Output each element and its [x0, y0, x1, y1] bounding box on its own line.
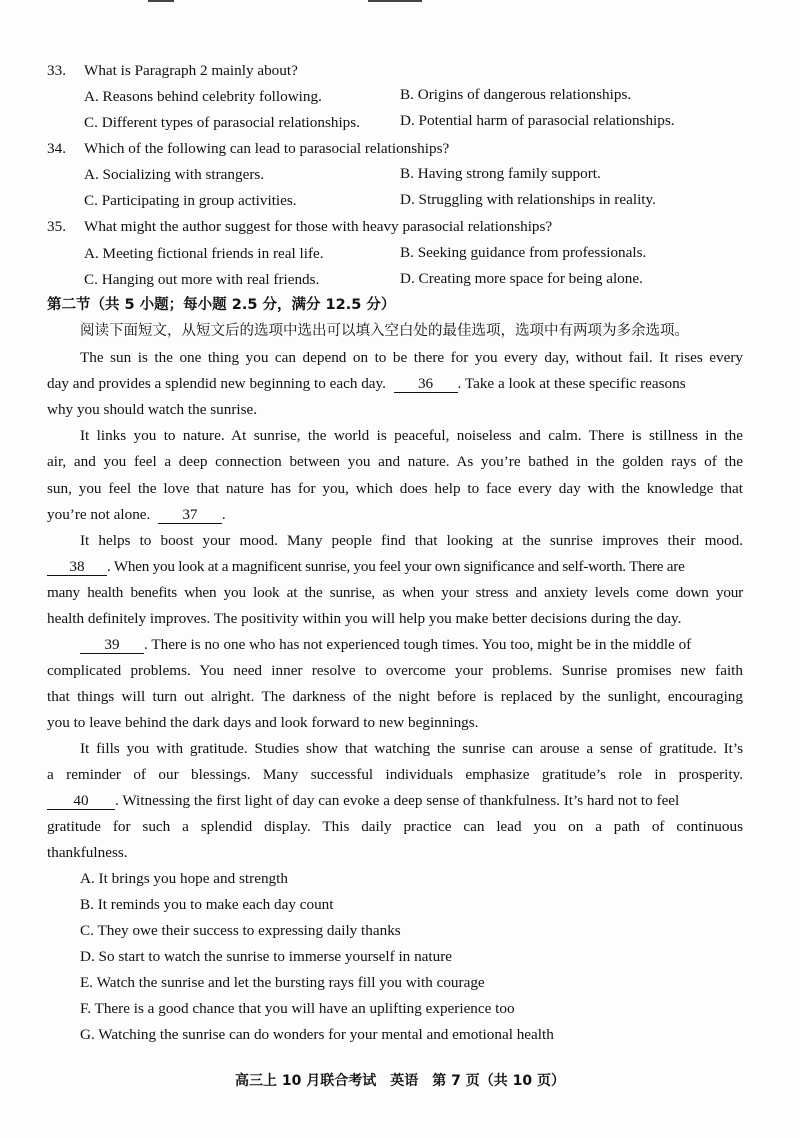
- option-35-a: A. Meeting fictional friends in real life.: [84, 245, 324, 262]
- option-33-a: A. Reasons behind celebrity following.: [84, 88, 322, 105]
- answer-option-f: F. There is a good chance that you will have an uplifting experience too: [80, 1000, 515, 1017]
- passage-line-with-blank: you’re not alone. 37 .: [47, 506, 226, 523]
- answer-option-e: E. Watch the sunrise and let the bursting rays fill you with courage: [80, 974, 485, 991]
- option-34-a: A. Socializing with strangers.: [84, 166, 265, 183]
- top-edge-line: [368, 0, 422, 2]
- blank-36: 36: [394, 376, 458, 393]
- answer-option-g: G. Watching the sunrise can do wonders for your mental and emotional health: [80, 1026, 554, 1043]
- blank-39: 39: [80, 637, 144, 654]
- passage-line: The sun is the one thing you can depend on to be there for you every day, without fail. It rises every: [80, 349, 743, 366]
- passage-line: why you should watch the sunrise.: [47, 401, 258, 418]
- passage-line: gratitude for such a splendid display. This daily practice can lead you on a path of continuous: [47, 818, 743, 835]
- passage-line: sun, you feel the love that nature has for you, which does help to face every day with the knowledge that: [47, 480, 743, 497]
- option-35-b: B. Seeking guidance from professionals.: [400, 244, 647, 261]
- passage-line: It links you to nature. At sunrise, the world is peaceful, noiseless and calm. There is stillness in the: [80, 427, 743, 444]
- passage-line-with-blank: 38 . When you look at a magnificent sunrise, you feel your own significance and self-worth. There are: [47, 557, 743, 577]
- passage-line: a reminder of our blessings. Many successful individuals emphasize gratitude’s role in prosperity.: [47, 766, 743, 783]
- page-footer: 高三上 10 月联合考试 英语 第 7 页（共 10 页）: [235, 1073, 565, 1089]
- passage-line-with-blank: 39 . There is no one who has not experienced tough times. You too, might be in the middle of: [80, 635, 743, 655]
- question-34: [47, 139, 450, 159]
- passage-line: It helps to boost your mood. Many people find that looking at the sunrise improves their mood.: [80, 532, 743, 549]
- passage-line: air, and you feel a deep connection between you and nature. As you’re bathed in the golden rays of the: [47, 453, 743, 470]
- answer-option-b: B. It reminds you to make each day count: [80, 896, 334, 913]
- answer-option-a: A. It brings you hope and strength: [80, 870, 288, 887]
- option-34-c: C. Participating in group activities.: [84, 192, 297, 209]
- blank-37: 37: [158, 507, 222, 524]
- question-stem: Which of the following can lead to parasocial relationships?: [84, 140, 450, 157]
- option-34-d: D. Struggling with relationships in reality.: [400, 191, 656, 208]
- option-35-d: D. Creating more space for being alone.: [400, 270, 643, 287]
- question-number: 35.: [47, 218, 66, 235]
- option-35-c: C. Hanging out more with real friends.: [84, 271, 320, 288]
- question-stem: What is Paragraph 2 mainly about?: [84, 62, 298, 79]
- passage-line: complicated problems. You need inner resolve to overcome your problems. Sunrise promises new faith: [47, 662, 743, 679]
- question-35: [47, 217, 553, 237]
- passage-line: that things will turn out alright. The darkness of the night before is replaced by the sunlight, encouraging: [47, 688, 743, 705]
- passage-line: It fills you with gratitude. Studies show that watching the sunrise can arouse a sense of gratitude. It’s: [80, 740, 743, 757]
- option-33-b: B. Origins of dangerous relationships.: [400, 86, 632, 103]
- passage-line-with-blank: day and provides a splendid new beginning to each day. 36 . Take a look at these specific reasons: [47, 375, 686, 392]
- passage-line-with-blank: 40 . Witnessing the first light of day can evoke a deep sense of thankfulness. It’s hard not to feel: [47, 791, 743, 811]
- question-number: 34.: [47, 140, 66, 157]
- section-heading: 第二节（共 5 小题；每小题 2.5 分，满分 12.5 分）: [47, 297, 396, 313]
- blank-40: 40: [47, 793, 115, 810]
- option-34-b: B. Having strong family support.: [400, 165, 601, 182]
- passage-line: you to leave behind the dark days and look forward to new beginnings.: [47, 714, 479, 731]
- passage-line: health definitely improves. The positivity within you will help you make better decisions during the day.: [47, 610, 682, 627]
- question-stem: What might the author suggest for those with heavy parasocial relationships?: [84, 218, 553, 235]
- answer-option-c: C. They owe their success to expressing daily thanks: [80, 922, 401, 939]
- question-number: 33.: [47, 62, 66, 79]
- blank-38: 38: [47, 559, 107, 576]
- top-edge-line: [148, 0, 174, 2]
- passage-line: thankfulness.: [47, 844, 128, 861]
- option-33-d: D. Potential harm of parasocial relationships.: [400, 112, 675, 129]
- section-instruction: 阅读下面短文，从短文后的选项中选出可以填入空白处的最佳选项，选项中有两项为多余选项。: [80, 323, 689, 339]
- passage-line: many health benefits when you look at the sunrise, as when your stress and anxiety levels come down your: [47, 584, 743, 601]
- answer-option-d: D. So start to watch the sunrise to immerse yourself in nature: [80, 948, 453, 965]
- option-33-c: C. Different types of parasocial relationships.: [84, 114, 360, 131]
- question-33: [47, 61, 298, 81]
